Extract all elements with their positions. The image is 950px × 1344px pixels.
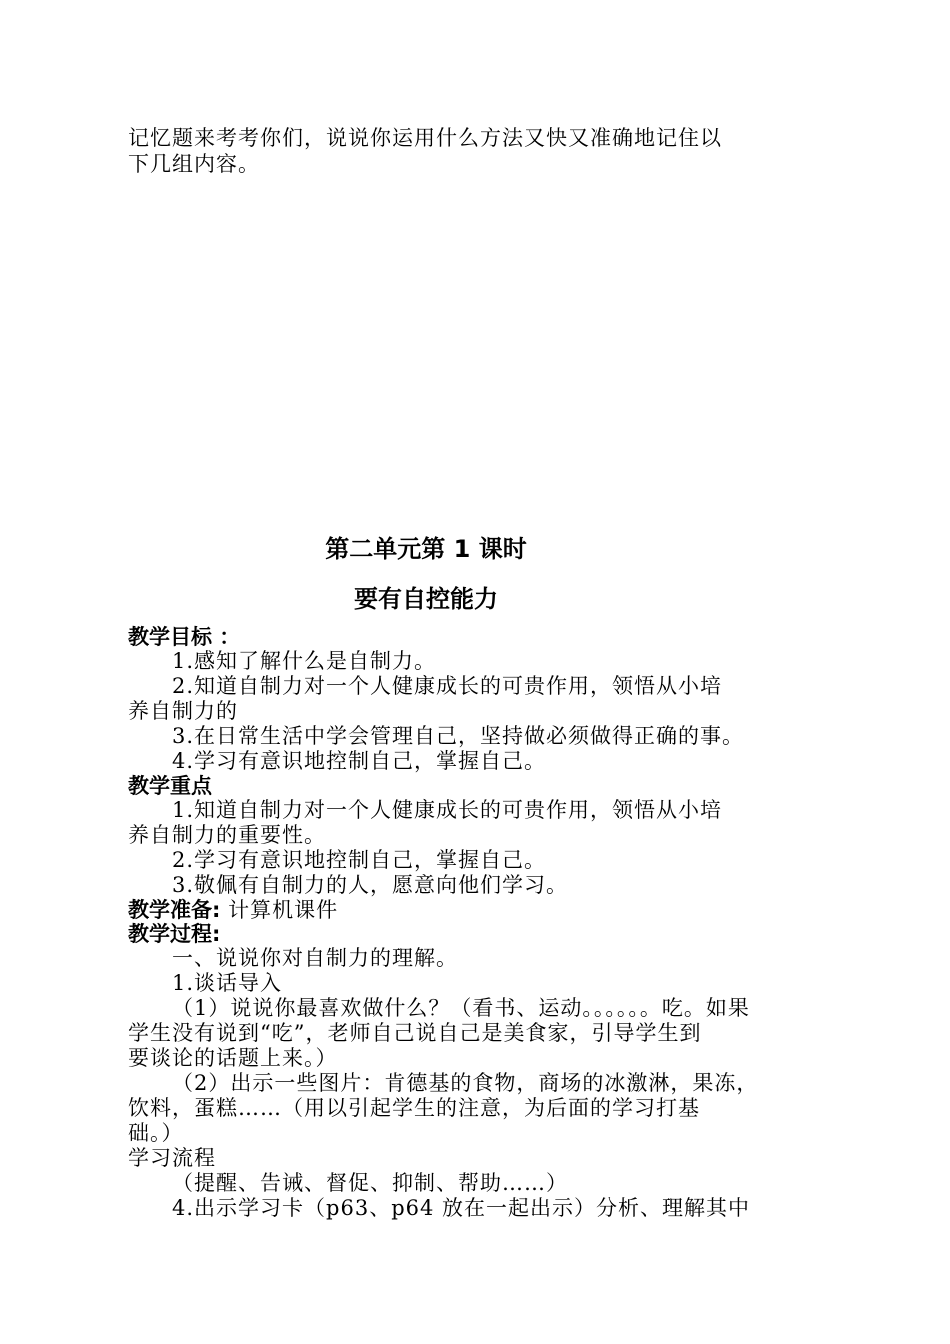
objective-item-2-line-2: 养自制力的 bbox=[128, 699, 238, 723]
key-point-item-2: 2.学习有意识地控制自己，掌握自己。 bbox=[172, 848, 547, 872]
key-point-item-1-line-1: 1.知道自制力对一个人健康成长的可贵作用，领悟从小培 bbox=[172, 798, 723, 822]
intro-line-2: 下几组内容。 bbox=[128, 152, 260, 176]
process-step-4: 4.出示学习卡（p63、p64 放在一起出示）分析、理解其中 bbox=[172, 1196, 751, 1220]
preparation-line bbox=[128, 898, 338, 923]
objective-item-2-line-1: 2.知道自制力对一个人健康成长的可贵作用，领悟从小培 bbox=[172, 674, 723, 698]
unit-title: 第二单元第 1 课时 bbox=[325, 535, 527, 563]
key-point-item-3: 3.敬佩有自制力的人，愿意向他们学习。 bbox=[172, 873, 569, 897]
key-points-heading: 教学重点 bbox=[128, 774, 212, 798]
process-part-1: 一、说说你对自制力的理解。 bbox=[172, 946, 458, 970]
objective-item-4: 4.学习有意识地控制自己，掌握自己。 bbox=[172, 749, 547, 773]
process-q1-line-2: 学生没有说到“吃”，老师自己说自己是美食家，引导学生到 bbox=[128, 1021, 702, 1045]
objective-item-3: 3.在日常生活中学会管理自己，坚持做必须做得正确的事。 bbox=[172, 724, 745, 748]
process-flow-label: 学习流程 bbox=[128, 1146, 216, 1170]
lesson-title: 要有自控能力 bbox=[354, 585, 498, 613]
process-q2-line-3: 础。） bbox=[128, 1121, 184, 1145]
intro-line-1: 记忆题来考考你们，说说你运用什么方法又快又准确地记住以 bbox=[128, 126, 722, 150]
preparation-value: 计算机课件 bbox=[220, 898, 339, 922]
objectives-heading: 教学目标 ： bbox=[128, 625, 241, 649]
process-q2-line-2: 饮料，蛋糕……（用以引起学生的注意，为后面的学习打基 bbox=[128, 1096, 700, 1120]
process-q2-line-1: （2）出示一些图片：肯德基的食物，商场的冰激淋，果冻， bbox=[172, 1071, 759, 1095]
objective-item-1: 1.感知了解什么是自制力。 bbox=[172, 649, 437, 673]
process-q1-line-3: 要谈论的话题上来。） bbox=[128, 1046, 338, 1070]
process-step-1: 1.谈话导入 bbox=[172, 971, 283, 995]
process-q1-line-1: （1）说说你最喜欢做什么？（看书、运动。。。。。。吃。如果 bbox=[172, 996, 750, 1020]
process-flow-items: （提醒、告诫、督促、抑制、帮助……） bbox=[172, 1171, 568, 1195]
process-heading: 教学过程: bbox=[128, 922, 221, 946]
key-point-item-1-line-2: 养自制力的重要性。 bbox=[128, 823, 326, 847]
preparation-heading: 教学准备: bbox=[128, 898, 221, 922]
